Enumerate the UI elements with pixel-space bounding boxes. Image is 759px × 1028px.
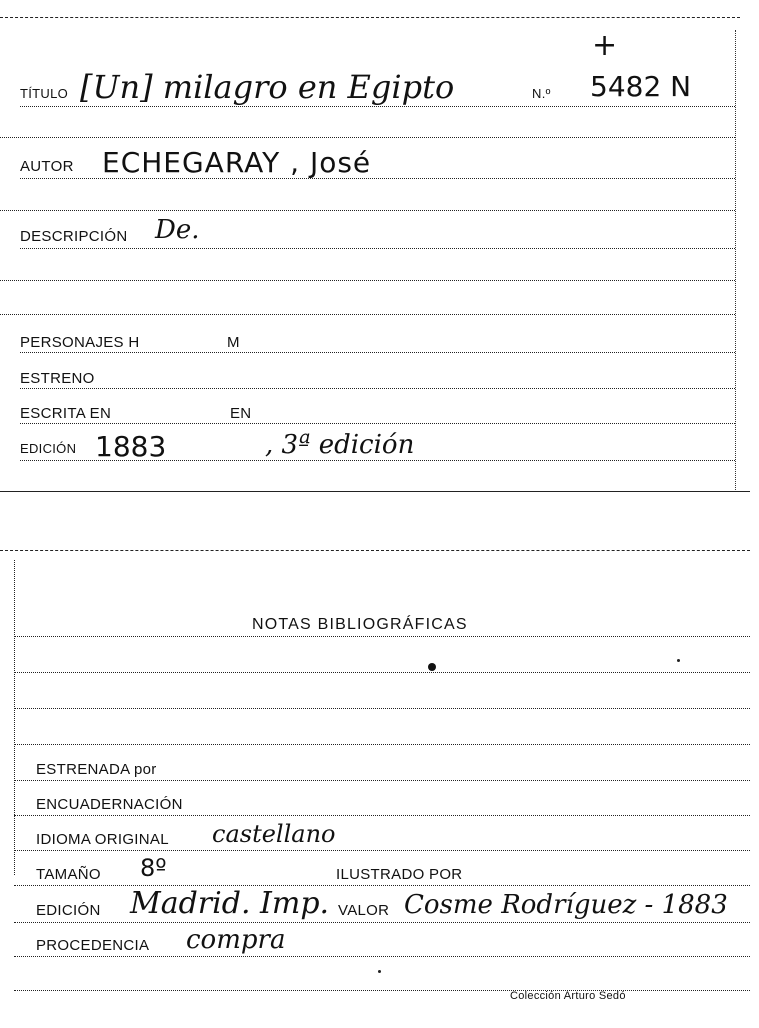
top-edge-line bbox=[0, 17, 740, 18]
idioma-label: IDIOMA ORIGINAL bbox=[36, 831, 169, 848]
procedencia-value: compra bbox=[186, 925, 286, 955]
blank-rule-2 bbox=[0, 314, 735, 315]
edicion-rule bbox=[20, 460, 735, 461]
notas-rule-2 bbox=[14, 672, 750, 673]
personajes-rule bbox=[20, 352, 735, 353]
valor-label: VALOR bbox=[338, 902, 390, 919]
tamano-value: 8º bbox=[140, 854, 167, 882]
ink-speck-2 bbox=[378, 970, 381, 973]
bottom-rule bbox=[14, 990, 750, 991]
estrenada-rule bbox=[14, 780, 750, 781]
autor-label: AUTOR bbox=[20, 158, 74, 175]
autor-rule-2 bbox=[0, 210, 735, 211]
edicion-year: 1883 bbox=[95, 430, 167, 463]
escrita-label: ESCRITA EN bbox=[20, 405, 112, 422]
descripcion-rule bbox=[20, 248, 735, 249]
notas-rule-4 bbox=[14, 744, 750, 745]
descripcion-value: De. bbox=[155, 215, 200, 245]
estrenada-label: ESTRENADA por bbox=[36, 761, 157, 778]
edicion-extra: , 3ª edición bbox=[265, 430, 415, 460]
descripcion-label: DESCRIPCIÓN bbox=[20, 228, 128, 245]
estreno-label: ESTRENO bbox=[20, 370, 95, 387]
ink-dot bbox=[428, 663, 436, 671]
tamano-rule bbox=[14, 885, 750, 886]
numero-value: 5482 N bbox=[590, 70, 692, 103]
tamano-label: TAMAÑO bbox=[36, 866, 101, 883]
encuadernacion-rule bbox=[14, 815, 750, 816]
estreno-rule bbox=[20, 388, 735, 389]
escrita-en-label: EN bbox=[230, 405, 252, 422]
idioma-rule bbox=[14, 850, 750, 851]
numero-label: N.º bbox=[532, 86, 551, 101]
autor-rule bbox=[20, 178, 735, 179]
autor-value: ECHEGARAY , José bbox=[102, 146, 372, 179]
valor-value: Cosme Rodríguez - 1883 bbox=[404, 890, 728, 920]
right-edge-line bbox=[735, 30, 736, 490]
titulo-rule bbox=[20, 106, 735, 107]
notas-heading: NOTAS BIBLIOGRÁFICAS bbox=[252, 616, 468, 633]
cross-mark: + bbox=[592, 28, 618, 63]
procedencia-label: PROCEDENCIA bbox=[36, 937, 150, 954]
bottom-edicion-value: Madrid. Imp. bbox=[130, 886, 330, 921]
titulo-value: [Un] milagro en Egipto bbox=[80, 68, 455, 106]
blank-rule-1 bbox=[0, 280, 735, 281]
ilustrado-label: ILUSTRADO POR bbox=[336, 866, 463, 883]
notas-rule-3 bbox=[14, 708, 750, 709]
ink-speck bbox=[677, 659, 680, 662]
titulo-label: TÍTULO bbox=[20, 86, 69, 101]
top-card-bottom-edge bbox=[0, 491, 750, 492]
bottom-edicion-rule bbox=[14, 922, 750, 923]
edicion-label: EDICIÓN bbox=[20, 441, 77, 456]
personajes-m-label: M bbox=[227, 334, 240, 351]
collection-footer: Colección Arturo Sedó bbox=[510, 990, 626, 1002]
escrita-rule bbox=[20, 423, 735, 424]
bottom-card-top-edge bbox=[0, 550, 750, 551]
notas-rule-1 bbox=[14, 636, 750, 637]
personajes-label: PERSONAJES H bbox=[20, 334, 140, 351]
titulo-rule-2 bbox=[0, 137, 735, 138]
bottom-edicion-label: EDICIÓN bbox=[36, 902, 101, 919]
idioma-value: castellano bbox=[212, 820, 336, 848]
bottom-left-edge bbox=[14, 560, 15, 875]
encuadernacion-label: ENCUADERNACIÓN bbox=[36, 796, 183, 813]
procedencia-rule bbox=[14, 956, 750, 957]
